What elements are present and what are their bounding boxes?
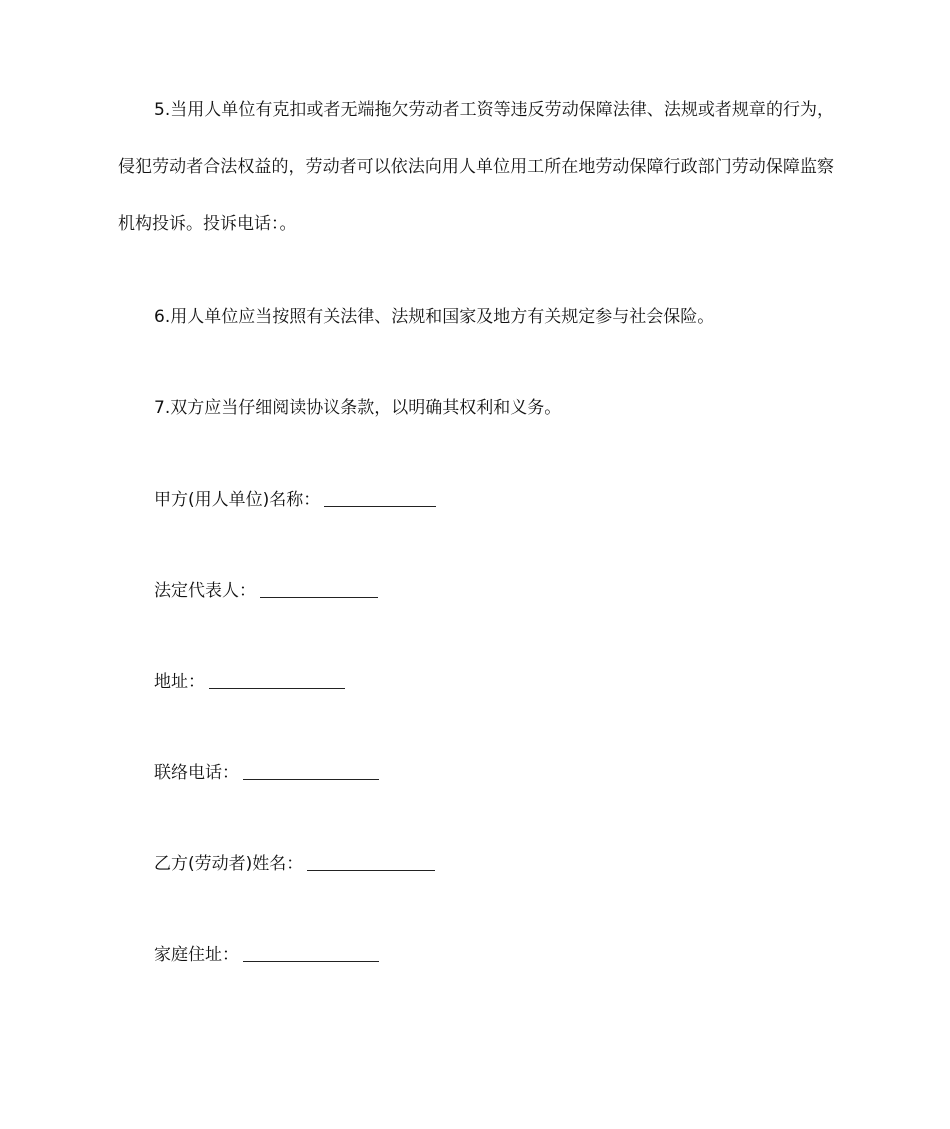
legal-representative-label: 法定代表人： <box>154 581 256 601</box>
employer-name-blank[interactable] <box>324 488 436 507</box>
address-field <box>154 668 345 694</box>
clause-5: 5.当用人单位有克扣或者无端拖欠劳动者工资等违反劳动保障法律、法规或者规章的行为，侵犯劳动者合法权益的，劳动者可以依法向用人单位用工所在地劳动保障行政部门劳动保障监察机构投诉。投诉电话：。 <box>118 100 834 234</box>
phone-blank[interactable] <box>243 761 379 780</box>
employee-name-blank[interactable] <box>307 852 435 871</box>
phone-field <box>154 759 379 785</box>
home-address-blank[interactable] <box>243 943 379 962</box>
home-address-label: 家庭住址： <box>154 945 239 965</box>
clause-6: 6.用人单位应当按照有关法律、法规和国家及地方有关规定参与社会保险。 <box>154 307 715 327</box>
phone-label: 联络电话： <box>154 763 239 783</box>
legal-representative-field <box>154 577 378 603</box>
clause-7: 7.双方应当仔细阅读协议条款，以明确其权利和义务。 <box>154 398 562 418</box>
legal-representative-blank[interactable] <box>260 579 378 598</box>
employee-name-label: 乙方(劳动者)姓名： <box>154 854 304 874</box>
address-blank[interactable] <box>209 670 345 689</box>
employee-name-field <box>154 850 435 876</box>
employer-name-label: 甲方(用人单位)名称： <box>154 490 321 510</box>
employer-name-field <box>154 486 436 512</box>
home-address-field <box>154 941 379 967</box>
address-label: 地址： <box>154 672 205 692</box>
